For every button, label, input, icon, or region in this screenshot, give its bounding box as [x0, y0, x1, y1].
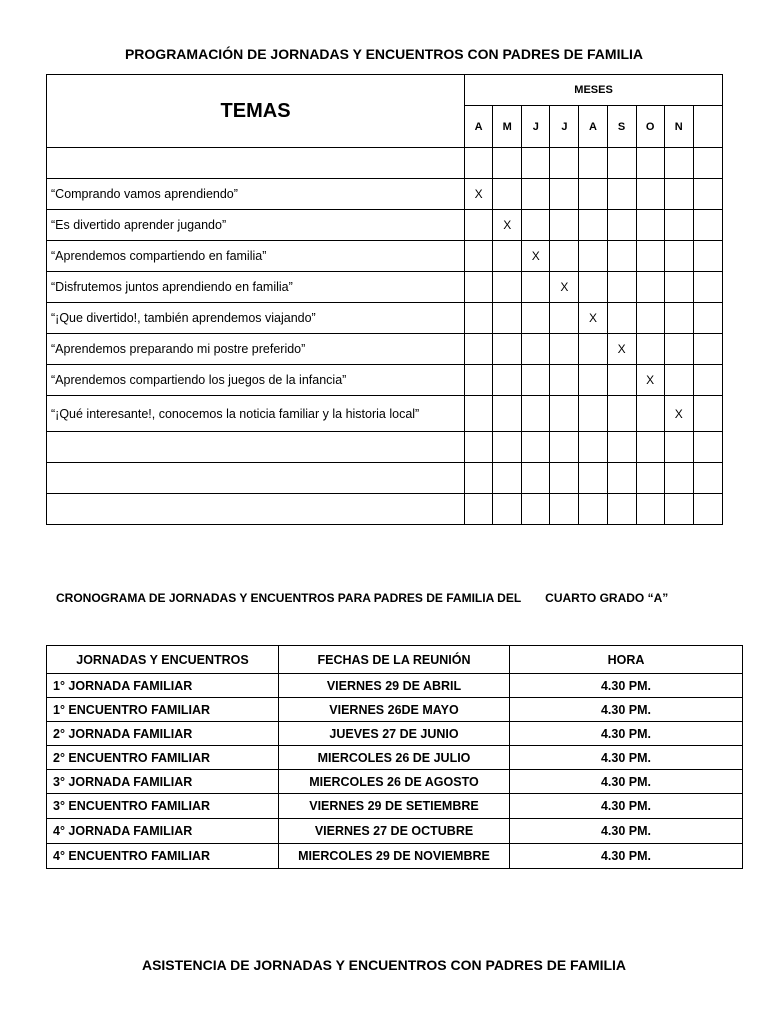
time-cell: 4.30 PM.	[510, 722, 743, 746]
schedule-header-row	[47, 646, 743, 674]
month-mark-cell	[636, 179, 664, 210]
month-mark-cell	[579, 210, 607, 241]
event-cell: 2° ENCUENTRO FAMILIAR	[47, 746, 279, 770]
month-mark-cell	[465, 494, 493, 525]
date-cell: MIERCOLES 29 DE NOVIEMBRE	[279, 844, 510, 869]
event-cell: 1° ENCUENTRO FAMILIAR	[47, 698, 279, 722]
month-mark-cell	[465, 396, 493, 432]
month-mark-cell	[607, 210, 636, 241]
month-mark-cell: X	[493, 210, 522, 241]
schedule-title	[56, 591, 668, 605]
table-row	[47, 794, 743, 819]
date-cell: VIERNES 26DE MAYO	[279, 698, 510, 722]
month-mark-cell: X	[465, 179, 493, 210]
month-mark-cell	[550, 179, 579, 210]
month-mark-cell	[550, 148, 579, 179]
month-mark-cell	[465, 241, 493, 272]
planning-table	[46, 74, 723, 525]
month-mark-cell	[693, 303, 722, 334]
table-row	[47, 365, 723, 396]
month-mark-cell	[636, 463, 664, 494]
time-cell: 4.30 PM.	[510, 819, 743, 844]
month-mark-cell	[693, 396, 722, 432]
month-mark-cell	[522, 210, 550, 241]
month-mark-cell	[607, 396, 636, 432]
month-mark-cell	[550, 334, 579, 365]
month-mark-cell	[636, 241, 664, 272]
month-header: A	[465, 106, 493, 148]
theme-cell: “Aprendemos preparando mi postre preferido”	[47, 334, 465, 365]
date-cell: MIERCOLES 26 DE AGOSTO	[279, 770, 510, 794]
month-mark-cell	[607, 272, 636, 303]
table-row	[47, 494, 723, 525]
event-cell: 2° JORNADA FAMILIAR	[47, 722, 279, 746]
month-mark-cell	[664, 179, 693, 210]
month-mark-cell	[607, 241, 636, 272]
theme-cell: “Disfrutemos juntos aprendiendo en familia”	[47, 272, 465, 303]
month-mark-cell	[550, 494, 579, 525]
table-row	[47, 746, 743, 770]
month-mark-cell	[579, 241, 607, 272]
month-mark-cell: X	[579, 303, 607, 334]
table-row	[47, 844, 743, 869]
month-mark-cell	[579, 463, 607, 494]
month-mark-cell	[607, 179, 636, 210]
month-mark-cell	[493, 494, 522, 525]
month-mark-cell	[636, 334, 664, 365]
theme-cell: “¡Qué interesante!, conocemos la noticia familiar y la historia local”	[47, 396, 465, 432]
month-mark-cell	[522, 148, 550, 179]
month-mark-cell	[493, 148, 522, 179]
themes-header: TEMAS	[47, 75, 465, 148]
month-mark-cell	[522, 432, 550, 463]
month-mark-cell	[493, 432, 522, 463]
month-header: M	[493, 106, 522, 148]
month-mark-cell	[607, 303, 636, 334]
table-row	[47, 698, 743, 722]
month-mark-cell	[465, 463, 493, 494]
month-mark-cell	[579, 365, 607, 396]
month-mark-cell	[465, 210, 493, 241]
month-mark-cell: X	[550, 272, 579, 303]
month-mark-cell	[607, 148, 636, 179]
date-cell: VIERNES 27 DE OCTUBRE	[279, 819, 510, 844]
month-mark-cell	[550, 432, 579, 463]
month-mark-cell	[493, 179, 522, 210]
month-mark-cell	[607, 432, 636, 463]
table-row	[47, 722, 743, 746]
time-cell: 4.30 PM.	[510, 674, 743, 698]
theme-cell	[47, 432, 465, 463]
table-row	[47, 463, 723, 494]
month-mark-cell	[550, 210, 579, 241]
theme-cell: “Aprendemos compartiendo en familia”	[47, 241, 465, 272]
planning-title: PROGRAMACIÓN DE JORNADAS Y ENCUENTROS CON PADRES DE FAMILIA	[124, 46, 644, 62]
time-cell: 4.30 PM.	[510, 698, 743, 722]
month-mark-cell	[465, 148, 493, 179]
month-mark-cell	[693, 432, 722, 463]
table-row	[47, 396, 723, 432]
theme-cell: “¡Que divertido!, también aprendemos viajando”	[47, 303, 465, 334]
month-mark-cell	[664, 303, 693, 334]
month-mark-cell	[493, 463, 522, 494]
table-row	[47, 148, 723, 179]
month-mark-cell	[664, 272, 693, 303]
month-mark-cell	[522, 179, 550, 210]
month-mark-cell	[664, 210, 693, 241]
month-mark-cell	[493, 241, 522, 272]
table-row	[47, 770, 743, 794]
table-row	[47, 241, 723, 272]
theme-cell	[47, 148, 465, 179]
month-mark-cell	[693, 179, 722, 210]
month-mark-cell	[465, 303, 493, 334]
column-header: HORA	[510, 646, 743, 674]
month-header	[693, 106, 722, 148]
month-mark-cell	[465, 432, 493, 463]
month-mark-cell	[579, 432, 607, 463]
month-mark-cell	[636, 494, 664, 525]
month-mark-cell	[579, 148, 607, 179]
month-mark-cell	[465, 365, 493, 396]
theme-cell	[47, 463, 465, 494]
theme-cell: “Comprando vamos aprendiendo”	[47, 179, 465, 210]
month-mark-cell	[693, 148, 722, 179]
table-row	[47, 819, 743, 844]
table-row	[47, 272, 723, 303]
table-row	[47, 210, 723, 241]
month-mark-cell: X	[522, 241, 550, 272]
month-mark-cell	[664, 334, 693, 365]
month-mark-cell	[636, 432, 664, 463]
month-mark-cell: X	[636, 365, 664, 396]
month-mark-cell	[664, 463, 693, 494]
month-mark-cell	[493, 272, 522, 303]
month-mark-cell	[636, 148, 664, 179]
month-mark-cell	[493, 365, 522, 396]
month-mark-cell: X	[607, 334, 636, 365]
time-cell: 4.30 PM.	[510, 794, 743, 819]
month-mark-cell	[550, 241, 579, 272]
month-mark-cell	[522, 334, 550, 365]
month-mark-cell	[550, 396, 579, 432]
column-header: JORNADAS Y ENCUENTROS	[47, 646, 279, 674]
month-mark-cell	[522, 463, 550, 494]
month-header: S	[607, 106, 636, 148]
month-header: J	[522, 106, 550, 148]
schedule-table	[46, 645, 743, 869]
date-cell: VIERNES 29 DE ABRIL	[279, 674, 510, 698]
month-mark-cell	[579, 179, 607, 210]
month-mark-cell	[607, 365, 636, 396]
month-mark-cell	[493, 396, 522, 432]
month-mark-cell	[522, 365, 550, 396]
time-cell: 4.30 PM.	[510, 770, 743, 794]
date-cell: JUEVES 27 DE JUNIO	[279, 722, 510, 746]
month-mark-cell	[607, 463, 636, 494]
event-cell: 1° JORNADA FAMILIAR	[47, 674, 279, 698]
month-mark-cell	[550, 303, 579, 334]
month-mark-cell	[607, 494, 636, 525]
date-cell: MIERCOLES 26 DE JULIO	[279, 746, 510, 770]
month-mark-cell: X	[664, 396, 693, 432]
month-mark-cell	[693, 365, 722, 396]
month-mark-cell	[664, 432, 693, 463]
month-header: A	[579, 106, 607, 148]
month-mark-cell	[693, 494, 722, 525]
month-mark-cell	[522, 272, 550, 303]
time-cell: 4.30 PM.	[510, 746, 743, 770]
month-mark-cell	[636, 272, 664, 303]
month-mark-cell	[693, 334, 722, 365]
month-mark-cell	[693, 272, 722, 303]
month-mark-cell	[550, 463, 579, 494]
month-mark-cell	[493, 303, 522, 334]
month-mark-cell	[522, 494, 550, 525]
month-mark-cell	[693, 210, 722, 241]
month-mark-cell	[636, 396, 664, 432]
month-mark-cell	[693, 241, 722, 272]
event-cell: 3° ENCUENTRO FAMILIAR	[47, 794, 279, 819]
month-mark-cell	[579, 396, 607, 432]
time-cell: 4.30 PM.	[510, 844, 743, 869]
month-header: O	[636, 106, 664, 148]
month-mark-cell	[664, 494, 693, 525]
theme-cell: “Aprendemos compartiendo los juegos de la infancia”	[47, 365, 465, 396]
month-mark-cell	[579, 272, 607, 303]
theme-cell	[47, 494, 465, 525]
month-mark-cell	[636, 303, 664, 334]
month-mark-cell	[664, 365, 693, 396]
month-mark-cell	[579, 494, 607, 525]
month-header: N	[664, 106, 693, 148]
month-mark-cell	[664, 148, 693, 179]
table-row	[47, 303, 723, 334]
attendance-title: ASISTENCIA DE JORNADAS Y ENCUENTROS CON PADRES DE FAMILIA	[141, 957, 627, 973]
table-row	[47, 432, 723, 463]
month-mark-cell	[550, 365, 579, 396]
month-header: J	[550, 106, 579, 148]
schedule-title-right: CUARTO GRADO “A”	[545, 591, 669, 605]
table-row	[47, 334, 723, 365]
theme-cell: “Es divertido aprender jugando”	[47, 210, 465, 241]
schedule-title-left: CRONOGRAMA DE JORNADAS Y ENCUENTROS PARA PADRES DE FAMILIA DEL	[56, 591, 522, 605]
table-row	[47, 179, 723, 210]
month-mark-cell	[693, 463, 722, 494]
months-header: MESES	[465, 75, 723, 106]
date-cell: VIERNES 29 DE SETIEMBRE	[279, 794, 510, 819]
column-header: FECHAS DE LA REUNIÓN	[279, 646, 510, 674]
month-mark-cell	[579, 334, 607, 365]
month-mark-cell	[664, 241, 693, 272]
event-cell: 4° ENCUENTRO FAMILIAR	[47, 844, 279, 869]
month-mark-cell	[522, 303, 550, 334]
month-mark-cell	[522, 396, 550, 432]
event-cell: 3° JORNADA FAMILIAR	[47, 770, 279, 794]
table-row	[47, 674, 743, 698]
event-cell: 4° JORNADA FAMILIAR	[47, 819, 279, 844]
month-mark-cell	[465, 272, 493, 303]
month-mark-cell	[465, 334, 493, 365]
month-mark-cell	[636, 210, 664, 241]
month-mark-cell	[493, 334, 522, 365]
